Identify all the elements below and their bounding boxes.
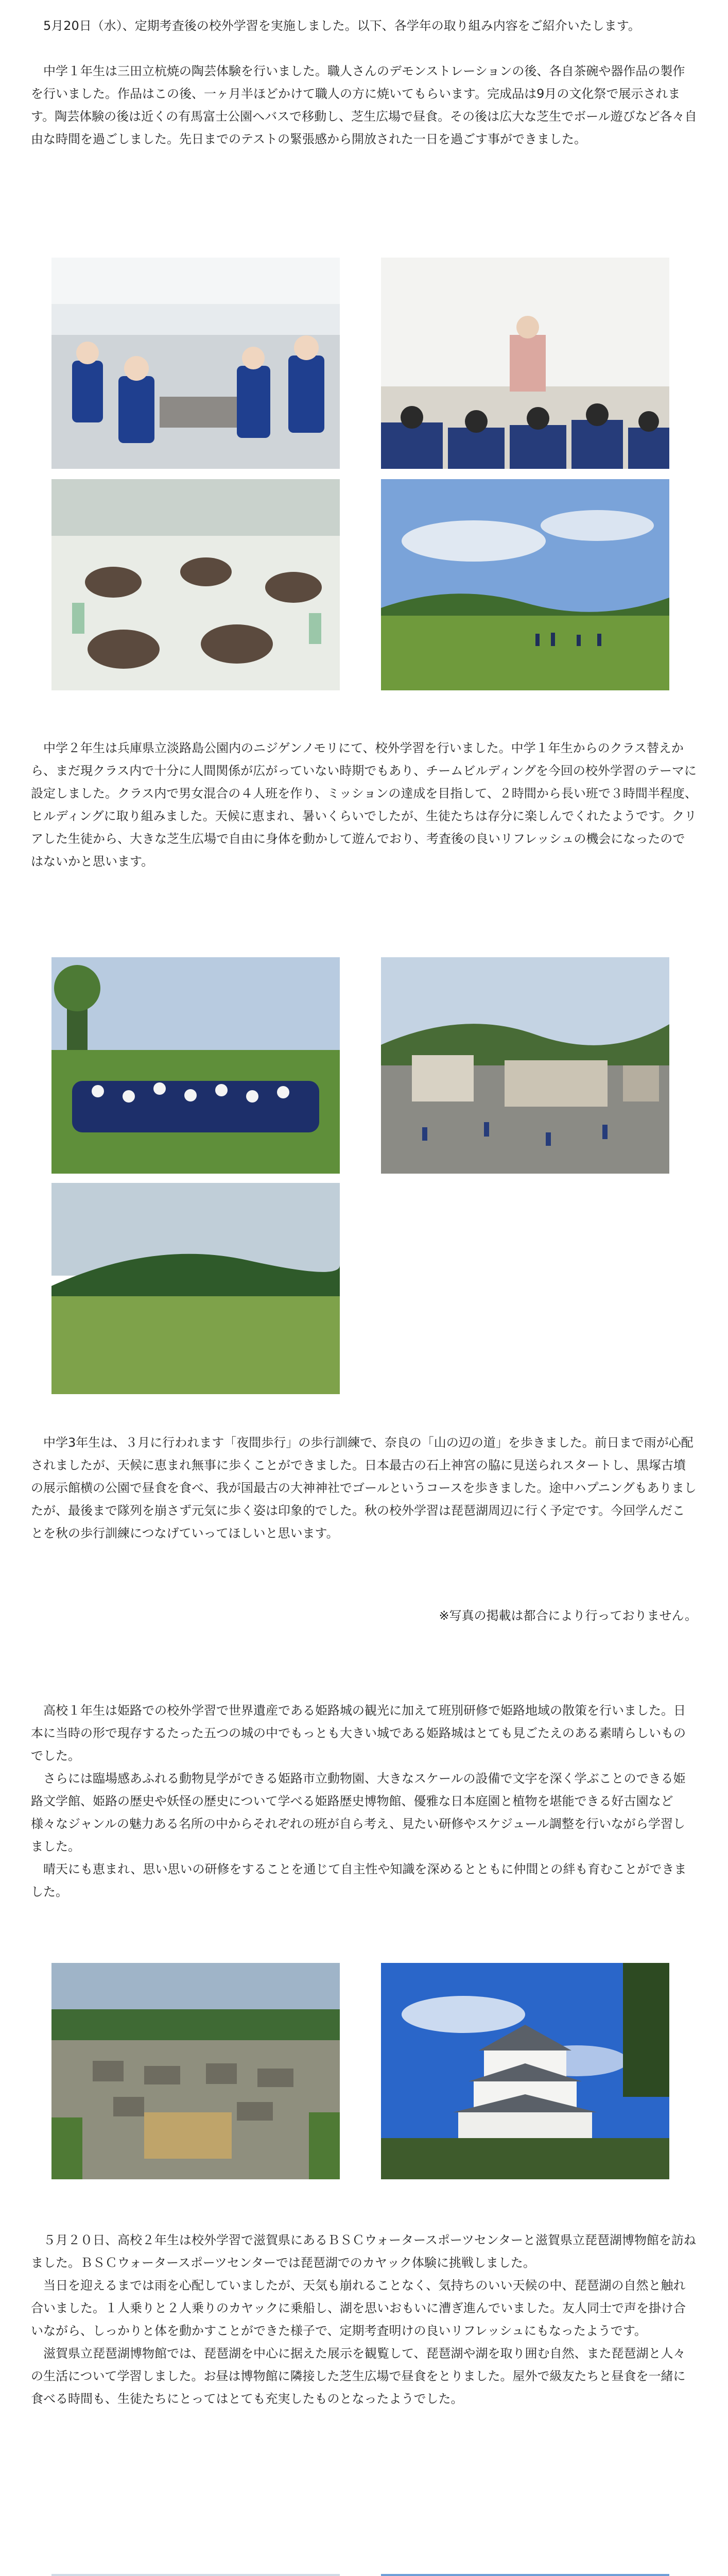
photo-nijigen-buildings (381, 957, 669, 1174)
paragraph: 高校１年生は姫路での校外学習で世界遺産である姫路城の観光に加えて班別研修で姫路地域の散策を行いました。日本に当時の形で現存するたった五つの城の中でもっとも大きい城である姫路城はとても見ごたえのある素晴らしいものでした。 (31, 1703, 686, 1763)
section-ms3 (31, 1431, 697, 1545)
section-hs1 (31, 1699, 697, 1903)
photo-image (51, 1963, 340, 2179)
paragraph: さらには臨場感あふれる動物見学ができる姫路市立動物園、大きなスケールの設備で文字を深く学ぶことのできる姫路文学館、姫路の歴史や妖怪の歴史について学べる姫路歴史博物館、優雅な日本庭園と植物を堪能できる好古園など様々なジャンルの魅力ある名所の中からそれぞれの班が自ら考え、見たい研修やスケジュール調整を行いながら学習しました。 (31, 1771, 686, 1854)
photo-image (381, 479, 669, 690)
photo-image (51, 2574, 340, 2576)
paragraph (31, 37, 697, 60)
photo-image (381, 957, 669, 1174)
paragraph: 中学２年生は兵庫県立淡路島公園内のニジゲンノモリにて、校外学習を行いました。中学１年生からのクラス替えから、まだ現クラス内で十分に人間関係が広がっていない時期でもあり、チームビルディングを今回の校外学習のテーマに設定しました。クラス内で男女混合の４人班を作り、ミッションの達成を目指して、２時間から長い班で３時間半程度、ヒルディングに取り組みました。天候に恵まれ、暑いくらいでしたが、生徒たちは存分に楽しんでくれたようです。クリアした生徒から、大きな芝生広場で自由に身体を動かして遊んでおり、考査後の良いリフレッシュの機会になったのではないかと思います。 (31, 741, 697, 869)
section-ms2 (31, 737, 697, 873)
photo-image (381, 1963, 669, 2179)
paragraph: 中学１年生は三田立杭焼の陶芸体験を行いました。職人さんのデモンストレーションの後、各自茶碗や器作品の製作を行いました。作品はこの後、一ヶ月半ほどかけて職人の方に焼いてもらいます。完成品は9月の文化祭で展示されます。陶芸体験の後は近くの有馬富士公園へバスで移動し、芝生広場で昼食。その後は広大な芝生でボール遊びなど各々自由な時間を過ごしました。先日までのテストの緊張感から開放された一日を過ごす事ができました。 (31, 64, 697, 146)
section-hs2 (31, 2229, 697, 2410)
section-ms1 (31, 14, 697, 150)
paragraph: 滋賀県立琵琶湖博物館では、琵琶湖を中心に据えた展示を観覧して、琵琶湖や湖を取り囲む自然、また琵琶湖と人々の生活について学習しました。お昼は博物館に隣接した芝生広場で昼食をとりました。屋外で級友たちと昼食を一緒に食べる時間も、生徒たちにとってはとても充実したものとなったようでした。 (31, 2346, 686, 2406)
photo-hill-field (51, 1183, 340, 1394)
photo-lakeside-picnic (51, 2574, 340, 2576)
photo-image (51, 1183, 340, 1394)
photo-image (51, 258, 340, 469)
photo-image (51, 957, 340, 1174)
photo-lake-kayak (381, 2574, 669, 2576)
photo-park-lawn (381, 479, 669, 690)
photo-pottery-pieces (51, 479, 340, 690)
paragraph: 中学3年生は、３月に行われます「夜間歩行」の歩行訓練で、奈良の「山の辺の道」を歩きました。前日まで雨が心配されましたが、天候に恵まれ無事に歩くことができました。日本最古の石上神宮の脇に見送られスタートし、黒塚古墳の展示館横の公園で昼食を食べ、我が国最古の大神神社でゴールというコースを歩きました。途中ハプニングもありましたが、最後まで隊列を崩さず元気に歩く姿は印象的でした。秋の校外学習は琵琶湖周辺に行く予定です。今回学んだことを秋の歩行訓練につなげていってほしいと思います。 (31, 1435, 697, 1540)
paragraph: 晴天にも恵まれ、思い思いの研修をすることを通じて自主性や知識を深めるとともに仲間との絆も育むことができました。 (31, 1862, 687, 1899)
photo-image (51, 479, 340, 690)
photo-stone-ruins (51, 1963, 340, 2179)
photo-pottery-classroom (51, 258, 340, 469)
paragraph: 当日を迎えるまでは雨を心配していましたが、天気も崩れることなく、気持ちのいい天候の中、琵琶湖の自然と触れ合いました。１人乗りと２人乗りのカヤックに乗船し、湖を思いおもいに漕ぎ進んでいました。友人同士で声を掛け合いながら、しっかりと体を動かすことができた様子で、定期考査明けの良いリフレッシュにもなったようです。 (31, 2278, 686, 2338)
photo-himeji-castle (381, 1963, 669, 2179)
photo-image (381, 258, 669, 469)
photo-students-field (51, 957, 340, 1174)
photo-pottery-demonstration (381, 258, 669, 469)
photo-note: ※写真の掲載は都合により行っておりません。 (439, 1608, 697, 1623)
photo-image (381, 2574, 669, 2576)
paragraph: 5月20日（水）、定期考査後の校外学習を実施しました。以下、各学年の取り組み内容をご紹介いたします。 (31, 19, 640, 33)
paragraph: ５月２０日、高校２年生は校外学習で滋賀県にあるＢＳＣウォータースポーツセンターと滋賀県立琵琶湖博物館を訪ねました。ＢＳＣウォータースポーツセンターでは琵琶湖でのカヤック体験に挑戦しました。 (31, 2233, 696, 2270)
